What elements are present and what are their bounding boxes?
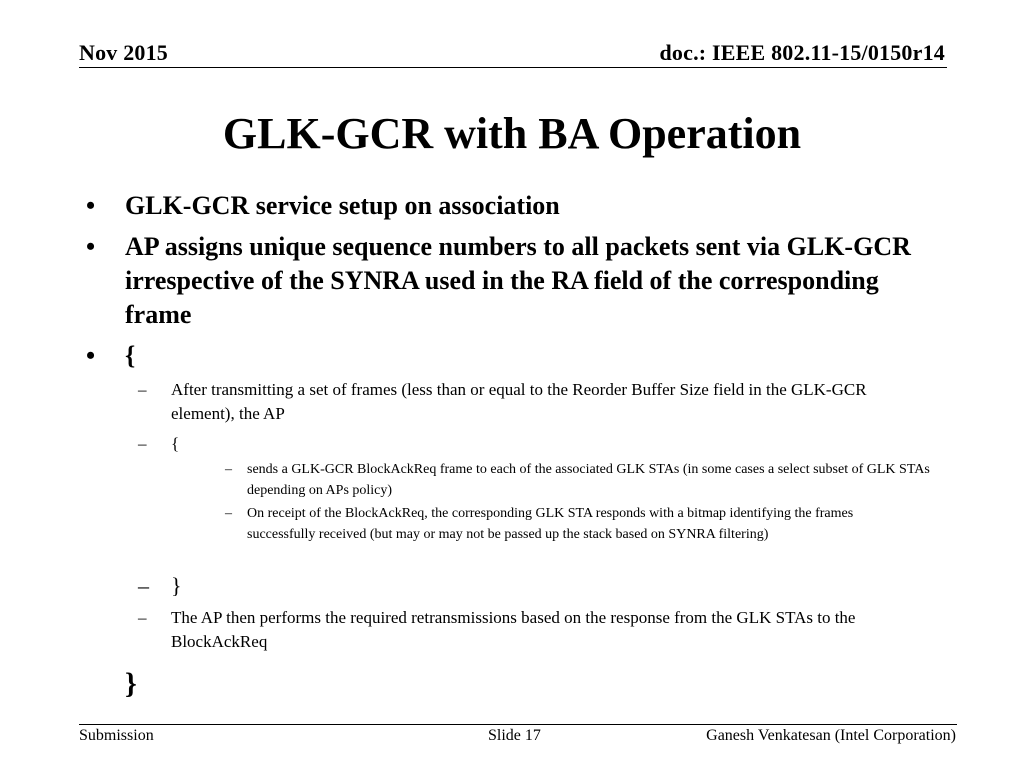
bullet-marker: • <box>86 191 96 220</box>
sub-bullet-dash: – <box>138 573 149 598</box>
sub-bullet-dash: – <box>138 608 147 627</box>
footer-submission: Submission <box>79 727 154 744</box>
sub-bullet-text: { <box>171 434 180 453</box>
sub-bullet-dash: – <box>138 434 147 453</box>
header-date: Nov 2015 <box>79 40 168 65</box>
subsub-bullet-text: On receipt of the BlockAckReq, the corresponding GLK STA responds with a bitmap identifying the frames successfully received (but may or may not be passed up the stack based on SYNRA filtering) <box>247 506 854 542</box>
header-divider <box>79 67 947 68</box>
sub-bullet-text: } <box>171 573 182 598</box>
subsub-bullet-dash: – <box>225 462 232 477</box>
bullet-text: AP assigns unique sequence numbers to all packets sent via GLK-GCR irrespective of the SYNRA used in the RA field of the corresponding frame <box>125 232 911 329</box>
footer-slide-number: Slide 17 <box>488 727 541 744</box>
footer-divider <box>79 724 957 725</box>
footer-author: Ganesh Venkatesan (Intel Corporation) <box>706 727 956 744</box>
closing-brace: } <box>125 667 137 700</box>
bullet-text: GLK-GCR service setup on association <box>125 191 560 220</box>
sub-bullet-text: After transmitting a set of frames (less than or equal to the Reorder Buffer Size field in the GLK-GCR element), the AP <box>171 380 867 423</box>
bullet-text: { <box>125 341 136 370</box>
sub-bullet-dash: – <box>138 380 147 399</box>
sub-bullet-text: The AP then performs the required retransmissions based on the response from the GLK STAs to the BlockAckReq <box>171 608 856 651</box>
slide-title: GLK-GCR with BA Operation <box>222 109 802 158</box>
bullet-marker: • <box>86 341 96 370</box>
bullet-marker: • <box>86 232 96 261</box>
header-doc-id: doc.: IEEE 802.11-15/0150r14 <box>659 40 945 65</box>
subsub-bullet-dash: – <box>225 506 232 521</box>
subsub-bullet-text: sends a GLK-GCR BlockAckReq frame to each of the associated GLK STAs (in some cases a select subset of GLK STAs depending on APs policy) <box>247 462 930 498</box>
